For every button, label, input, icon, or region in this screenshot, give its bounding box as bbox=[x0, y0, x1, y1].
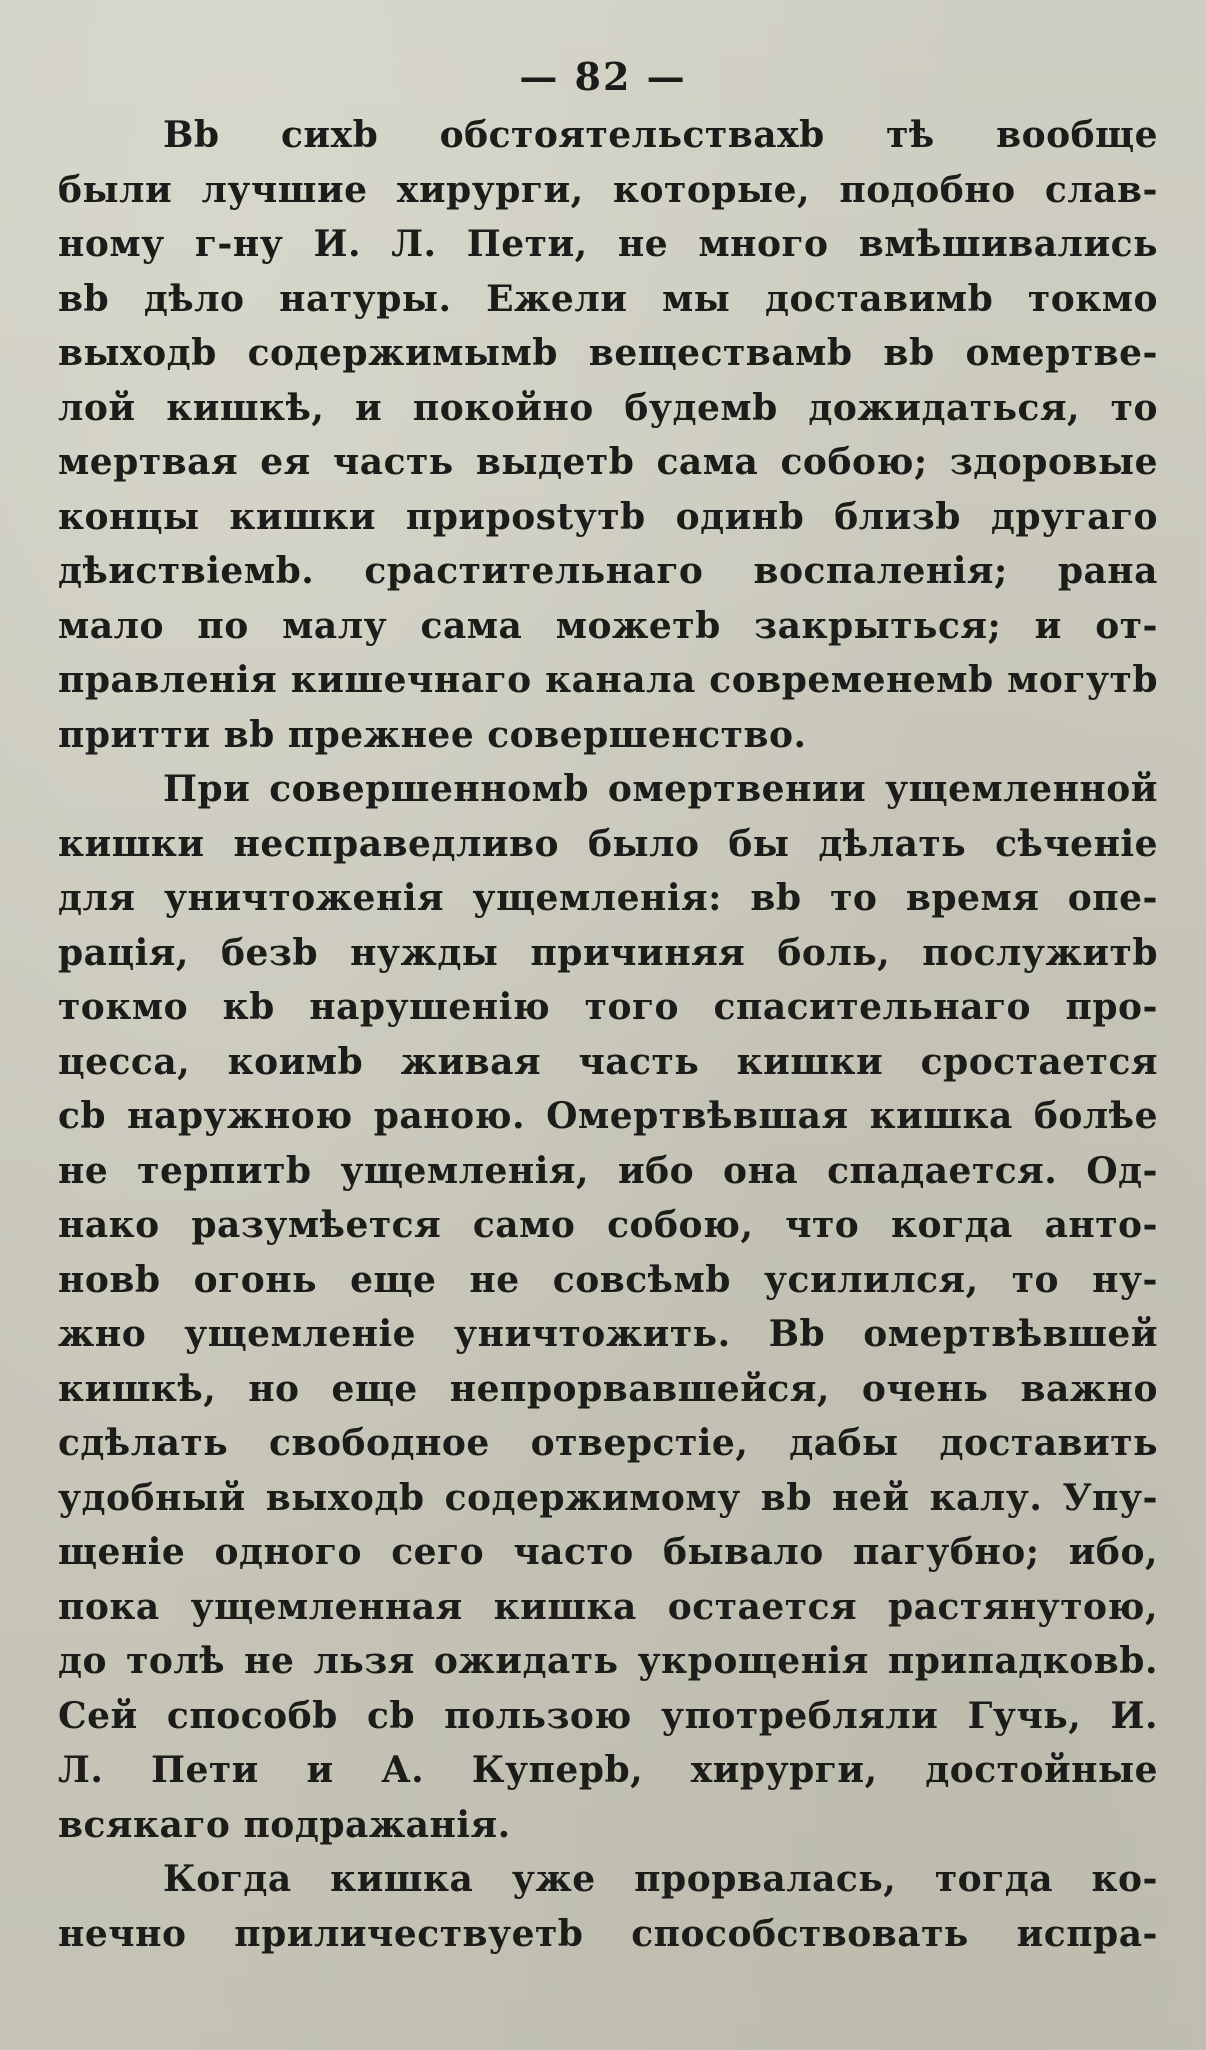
text-line: всякаго подражанія. bbox=[58, 1803, 511, 1846]
text-line: мертвая ея часть выдетb сама собою; здоровые bbox=[58, 441, 1158, 483]
text-line: лой кишкѣ, и покойно будемb дожидаться, то bbox=[58, 386, 1158, 429]
text-line: Сей способb сb пользою употребляли Гучь, И. bbox=[58, 1694, 1158, 1737]
body-text bbox=[58, 108, 1158, 1961]
text-line: кишки несправедливо было бы дѣлать сѣченіе bbox=[58, 822, 1158, 865]
text-line: сдѣлать свободное отверстіе, дабы доставить bbox=[58, 1422, 1158, 1464]
text-line: не терпитb ущемленія, ибо она спадается. Од- bbox=[58, 1149, 1158, 1192]
page-number: — 82 — bbox=[519, 54, 687, 99]
text-line: щеніе одного сего часто бывало пагубно; ибо, bbox=[58, 1531, 1158, 1573]
text-line: Л. Пети и А. Куперb, хирурги, достойные bbox=[58, 1749, 1158, 1791]
text-line: концы кишки прирostутb одинb близb другаго bbox=[58, 495, 1158, 538]
text-line: токмо кb нарушенію того спасительнаго про- bbox=[58, 986, 1158, 1028]
text-line: ному г-ну И. Л. Пети, не много вмѣшивались bbox=[58, 223, 1158, 265]
text-line: правленія кишечнаго канала современемb могутb bbox=[58, 659, 1158, 701]
text-line: сb наружною раною. Омертвѣвшая кишка болѣе bbox=[58, 1095, 1158, 1137]
text-line: дѣиствiемb. срастительнаго воспаленія; рана bbox=[58, 550, 1158, 592]
text-line: нечно приличествуетb способствовать испра- bbox=[58, 1912, 1158, 1955]
text-line: Когда кишка уже прорвалась, тогда ко- bbox=[163, 1858, 1158, 1900]
text-line: нако разумѣется само собою, что когда анто- bbox=[58, 1204, 1158, 1246]
text-line: вb дѣло натуры. Ежели мы доставимb токмо bbox=[58, 277, 1158, 320]
text-line: мало по малу сама можетb закрыться; и от- bbox=[58, 604, 1158, 647]
text-line: кишкѣ, но еще непрорвавшейся, очень важно bbox=[58, 1367, 1158, 1410]
text-line: рація, безb нужды причиняя боль, послужитb bbox=[58, 931, 1158, 974]
text-line: притти вb прежнее совершенство. bbox=[58, 713, 807, 756]
text-line: для уничтоженія ущемленія: вb то время опе- bbox=[58, 877, 1158, 919]
text-line: удобный выходb содержимому вb ней калу. Упу- bbox=[58, 1476, 1158, 1519]
text-line: пока ущемленная кишка остается растянутою, bbox=[58, 1585, 1158, 1628]
text-line: жно ущемленіе уничтожить. Вb омертвѣвшей bbox=[58, 1313, 1158, 1355]
text-line: новb огонь еще не совсѣмb усилился, то ну- bbox=[58, 1258, 1158, 1301]
text-line: до толѣ не льзя ожидать укрощенія припадковb. bbox=[58, 1640, 1158, 1682]
text-line: выходb содержимымb веществамb вb омертве- bbox=[58, 332, 1158, 374]
text-line: цесса, коимb живая часть кишки сростается bbox=[58, 1040, 1158, 1083]
text-line: Вb сихb обстоятельствахb тѣ вообще bbox=[163, 114, 1158, 156]
text-line: При совершенномb омертвении ущемленной bbox=[163, 768, 1158, 810]
text-line: были лучшие хирурги, которые, подобно слав- bbox=[58, 168, 1158, 211]
